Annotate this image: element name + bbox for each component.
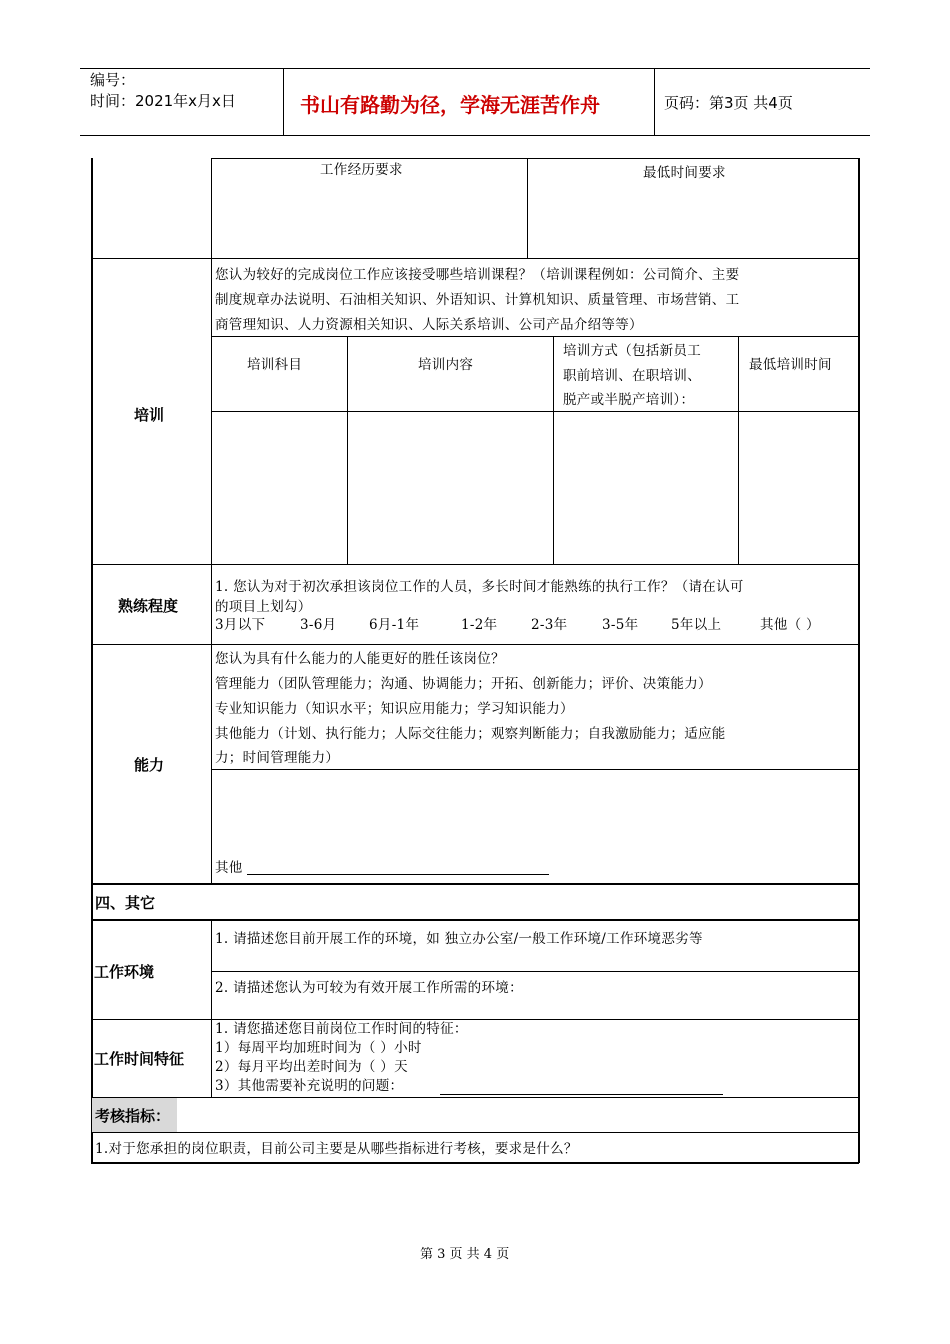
page-footer: 第 3 页 共 4 页 xyxy=(420,1247,510,1262)
ability-label: 能力 xyxy=(134,756,165,774)
proficiency-option[interactable]: 3月以下 xyxy=(215,617,266,633)
work-experience-header: 工作经历要求 xyxy=(320,162,403,178)
environment-label: 工作环境 xyxy=(94,963,155,981)
training-question-line: 商管理知识、人力资源相关知识、人际关系培训、公司产品介绍等等） xyxy=(215,317,643,333)
training-question-line: 制度规章办法说明、石油相关知识、外语知识、计算机知识、质量管理、市场营销、工 xyxy=(215,292,740,308)
proficiency-option[interactable]: 3-5年 xyxy=(602,617,639,633)
work-time-line: 1）每周平均加班时间为（ ）小时 xyxy=(215,1040,422,1056)
work-time-label: 工作时间特征 xyxy=(94,1050,185,1068)
col-training-method: 培训方式（包括新员工 xyxy=(563,343,701,359)
ability-line: 专业知识能力（知识水平；知识应用能力；学习知识能力） xyxy=(215,701,574,717)
col-training-method: 脱产或半脱产培训）： xyxy=(563,392,695,408)
proficiency-question-line: 1. 您认为对于初次承担该岗位工作的人员，多长时间才能熟练的执行工作？（请在认可 xyxy=(215,579,744,595)
col-training-content: 培训内容 xyxy=(418,357,474,373)
work-time-line: 1. 请您描述您目前岗位工作时间的特征： xyxy=(215,1021,468,1037)
work-time-line: 2）每月平均出差时间为（ ）天 xyxy=(215,1059,408,1075)
min-time-header: 最低时间要求 xyxy=(643,165,726,181)
training-label: 培训 xyxy=(134,406,165,424)
proficiency-option[interactable]: 3-6月 xyxy=(300,617,337,633)
ability-line: 其他能力（计划、执行能力；人际交往能力；观察判断能力；自我激励能力；适应能 xyxy=(215,726,726,742)
number-label: 编号： xyxy=(90,71,136,89)
assessment-question-1: 1.对于您承担的岗位职责，目前公司主要是从哪些指标进行考核，要求是什么？ xyxy=(95,1141,578,1157)
ability-line: 您认为具有什么能力的人能更好的胜任该岗位？ xyxy=(215,651,505,667)
motto: 书山有路勤为径，学海无涯苦作舟 xyxy=(300,93,600,117)
time-label: 时间：2021年x月x日 xyxy=(90,92,236,110)
ability-line: 管理能力（团队管理能力；沟通、协调能力；开拓、创新能力；评价、决策能力） xyxy=(215,676,712,692)
environment-question-1: 1. 请描述您目前开展工作的环境，如 独立办公室/一般工作环境/工作环境恶劣等 xyxy=(215,931,703,947)
proficiency-option[interactable]: 其他（ ） xyxy=(760,617,820,633)
ability-line: 力；时间管理能力） xyxy=(215,750,340,766)
page-code: 页码：第3页 共4页 xyxy=(664,94,793,112)
ability-other-label: 其他 xyxy=(215,860,243,876)
section-4-title: 四、其它 xyxy=(95,894,156,912)
assessment-title: 考核指标： xyxy=(95,1107,171,1125)
work-time-line: 3）其他需要补充说明的问题： xyxy=(215,1078,404,1094)
proficiency-label: 熟练程度 xyxy=(118,597,179,615)
col-training-min-time: 最低培训时间 xyxy=(749,357,832,373)
proficiency-option[interactable]: 1-2年 xyxy=(461,617,498,633)
col-training-method: 职前培训、在职培训、 xyxy=(563,368,701,384)
proficiency-option[interactable]: 2-3年 xyxy=(531,617,568,633)
proficiency-option[interactable]: 6月-1年 xyxy=(369,617,420,633)
proficiency-question-line: 的项目上划勾） xyxy=(215,599,312,615)
training-question-line: 您认为较好的完成岗位工作应该接受哪些培训课程？（培训课程例如：公司简介、主要 xyxy=(215,267,740,283)
proficiency-option[interactable]: 5年以上 xyxy=(671,617,722,633)
environment-question-2: 2. 请描述您认为可较为有效开展工作所需的环境： xyxy=(215,980,523,996)
col-training-subject: 培训科目 xyxy=(247,357,303,373)
